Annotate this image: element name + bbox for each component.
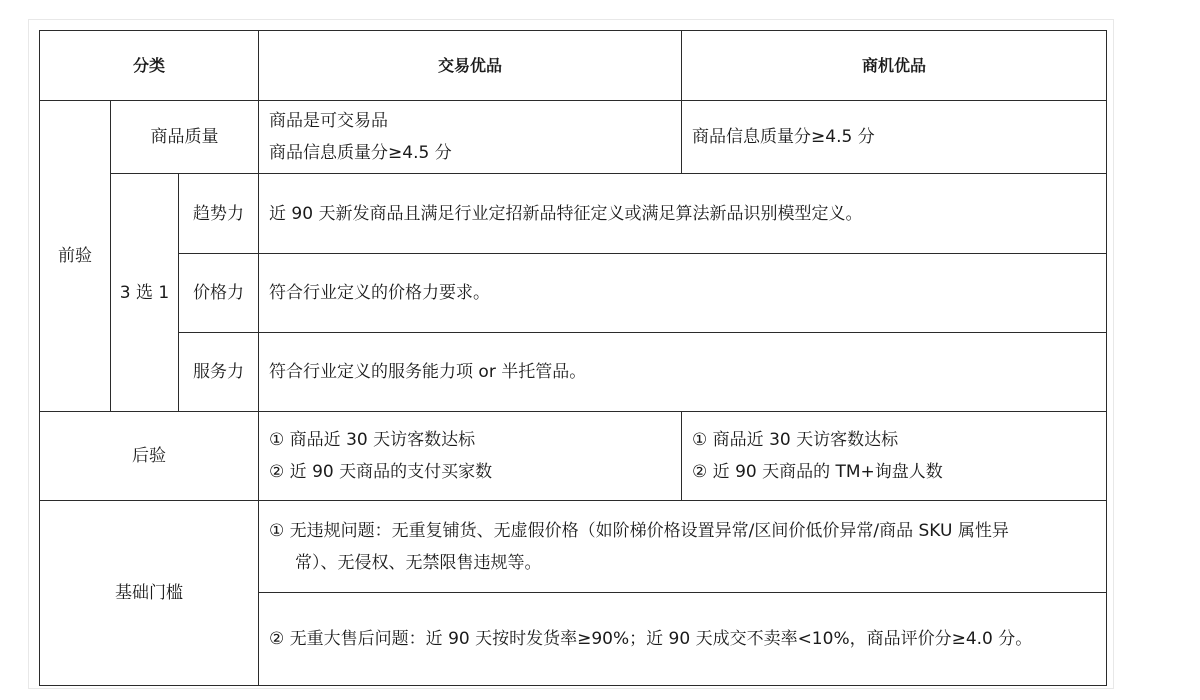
header-opportunity-premium: 商机优品 [682, 31, 1107, 101]
post-check-trade-line: ② 近 90 天商品的支付买家数 [269, 462, 493, 482]
price-text: 符合行业定义的价格力要求。 [259, 254, 1107, 333]
choose-one-label: 3 选 1 [111, 174, 179, 412]
trend-label: 趋势力 [179, 174, 259, 254]
post-check-opportunity-line: ② 近 90 天商品的 TM+询盘人数 [692, 462, 943, 482]
table-row [40, 101, 1107, 174]
quality-opportunity-cell: 商品信息质量分≥4.5 分 [682, 101, 1107, 174]
quality-trade-line: 商品是可交易品 [269, 111, 389, 131]
baseline-label: 基础门槛 [40, 501, 259, 686]
quality-trade-cell [259, 101, 682, 174]
table-row [40, 501, 1107, 593]
table-row [40, 174, 1107, 254]
header-row [40, 31, 1107, 101]
post-check-opportunity-line: ① 商品近 30 天访客数达标 [692, 430, 899, 450]
baseline-rule-1-line: 常）、无侵权、无禁限售违规等。 [295, 552, 542, 573]
trend-text: 近 90 天新发商品且满足行业定招新品特征定义或满足算法新品识别模型定义。 [259, 174, 1107, 254]
header-trade-premium: 交易优品 [259, 31, 682, 101]
pre-check-label: 前验 [40, 101, 111, 412]
table-row [40, 333, 1107, 412]
quality-trade-line: 商品信息质量分≥4.5 分 [269, 143, 452, 163]
premium-criteria-table [39, 30, 1107, 686]
price-label: 价格力 [179, 254, 259, 333]
post-check-trade-line: ① 商品近 30 天访客数达标 [269, 430, 476, 450]
table-row [40, 412, 1107, 501]
post-check-label: 后验 [40, 412, 259, 501]
header-category: 分类 [40, 31, 259, 101]
baseline-rule-2: ② 无重大售后问题：近 90 天按时发货率≥90%；近 90 天成交不卖率<10%，商品评价分≥4.0 分。 [259, 593, 1107, 686]
service-text: 符合行业定义的服务能力项 or 半托管品。 [259, 333, 1107, 412]
post-check-trade-cell [259, 412, 682, 501]
quality-label: 商品质量 [111, 101, 259, 174]
table-row [40, 254, 1107, 333]
service-label: 服务力 [179, 333, 259, 412]
baseline-rule-1 [259, 501, 1107, 593]
baseline-rule-1-line: ① 无违规问题：无重复铺货、无虚假价格（如阶梯价格设置异常/区间价低价异常/商品 SKU 属性异 [269, 520, 1009, 541]
post-check-opportunity-cell [682, 412, 1107, 501]
